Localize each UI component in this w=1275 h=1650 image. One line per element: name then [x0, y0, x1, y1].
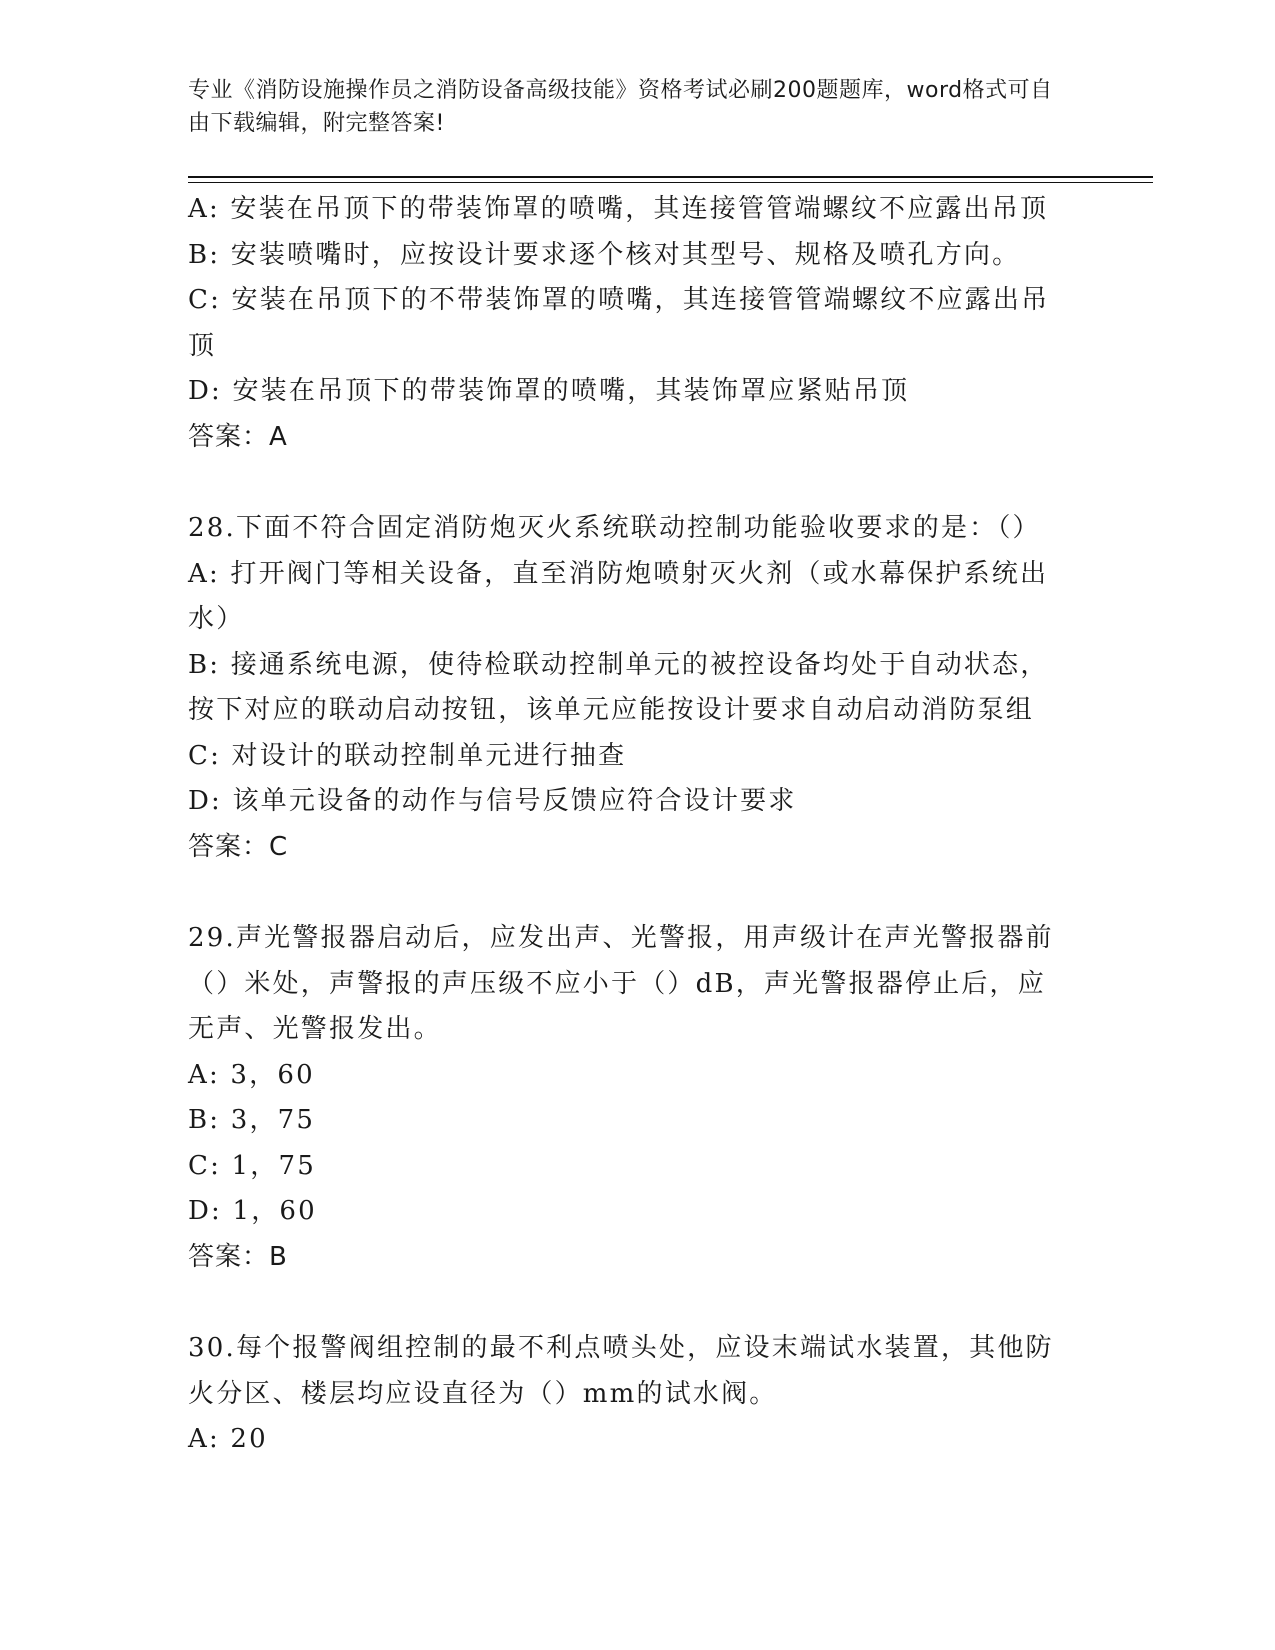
question-stem-line-3: 无声、光警报发出。 — [188, 1014, 442, 1044]
question-stem-line-2: 火分区、楼层均应设直径为（）mm的试水阀。 — [188, 1378, 778, 1409]
option-c: C: 安装在吊顶下的不带装饰罩的喷嘴，其连接管管端螺纹不应露出吊 — [188, 285, 1050, 315]
option-a-continued: 水） — [188, 604, 245, 634]
question-27-tail — [188, 187, 1078, 460]
option-a: A: 打开阀门等相关设备，直至消防炮喷射灭火剂（或水幕保护系统出 — [188, 558, 1049, 589]
spacer — [188, 1280, 1078, 1326]
question-30 — [188, 1326, 1078, 1463]
option-a: A: 安装在吊顶下的带装饰罩的喷嘴，其连接管管端螺纹不应露出吊顶 — [188, 194, 1049, 224]
header-rule-thick — [188, 176, 1153, 178]
option-a: A: 3，60 — [188, 1059, 315, 1090]
option-b: B: 接通系统电源，使待检联动控制单元的被控设备均处于自动状态， — [188, 649, 1049, 680]
question-stem-line-1: 29.声光警报器启动后，应发出声、光警报，用声级计在声光警报器前 — [188, 923, 1054, 953]
question-29 — [188, 916, 1078, 1280]
option-d: D: 该单元设备的动作与信号反馈应符合设计要求 — [188, 786, 797, 816]
question-28 — [188, 506, 1078, 870]
document-header: 专业《消防设施操作员之消防设备高级技能》资格考试必刷200题题库，word格式可自由下载编辑，附完整答案! — [188, 78, 1053, 136]
option-b: B: 3，75 — [188, 1105, 316, 1135]
option-c: C: 1，75 — [188, 1150, 316, 1181]
option-d: D: 安装在吊顶下的带装饰罩的喷嘴，其装饰罩应紧贴吊顶 — [188, 376, 910, 406]
spacer — [188, 870, 1078, 916]
answer-label: 答案：C — [188, 831, 289, 862]
answer-label: 答案：B — [188, 1241, 288, 1272]
question-stem: 28.下面不符合固定消防炮灭火系统联动控制功能验收要求的是：（） — [188, 513, 1041, 543]
option-a: A: 20 — [188, 1424, 268, 1454]
answer-label: 答案：A — [188, 421, 288, 452]
question-stem-line-2: （）米处，声警报的声压级不应小于（）dB，声光警报器停止后，应 — [188, 968, 1046, 999]
option-b-continued: 按下对应的联动启动按钮，该单元应能按设计要求自动启动消防泵组 — [188, 695, 1035, 725]
option-d: D: 1，60 — [188, 1196, 317, 1226]
question-stem-line-1: 30.每个报警阀组控制的最不利点喷头处，应设末端试水装置，其他防 — [188, 1333, 1054, 1363]
spacer — [188, 460, 1078, 506]
document-body — [188, 187, 1078, 1463]
option-b: B: 安装喷嘴时，应按设计要求逐个核对其型号、规格及喷孔方向。 — [188, 239, 1021, 270]
option-c: C: 对设计的联动控制单元进行抽查 — [188, 740, 627, 771]
header-rule-thin — [188, 182, 1153, 183]
option-c-continued: 顶 — [188, 330, 217, 361]
